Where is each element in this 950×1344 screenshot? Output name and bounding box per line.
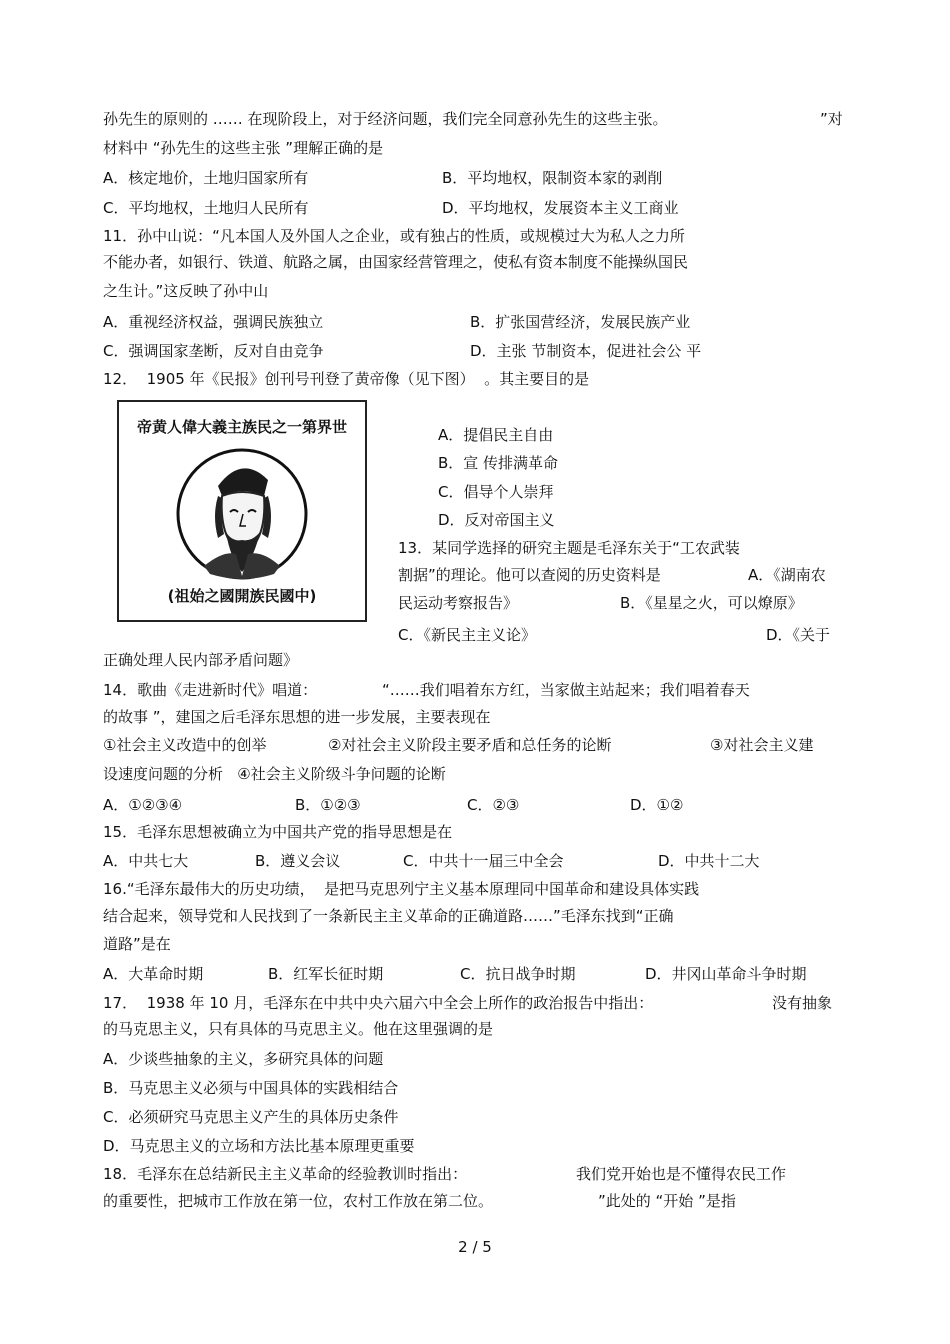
question-11-stem: 11．孙中山说：“凡本国人及外国人之企业，或有独占的性质，或规模过大为私人之力所 [103, 227, 685, 245]
portrait-caption-bottom: (祖始之國開族民國中) [167, 587, 317, 605]
question-14-item: 设速度问题的分析 ④社会主义阶级斗争问题的论断 [103, 765, 446, 783]
option-c: C．②③ [467, 796, 520, 814]
question-14-item: ③对社会主义建 [710, 736, 814, 754]
option-c: C．倡导个人崇拜 [438, 483, 554, 501]
option-b: B．遵义会议 [255, 852, 341, 870]
option-a: A．①②③④ [103, 796, 183, 814]
option-a: A．核定地价，土地归国家所有 [103, 169, 309, 187]
question-16-stem: 结合起来，领导党和人民找到了一条新民主主义革命的正确道路……”毛泽东找到“正确 [103, 907, 674, 925]
option-b: B．《星星之火，可以燎原》 [620, 594, 803, 612]
option-c: C．中共十一届三中全会 [403, 852, 564, 870]
option-b: B．平均地权，限制资本家的剥削 [442, 169, 663, 187]
option-c: C．平均地权，土地归人民所有 [103, 199, 309, 217]
option-c: C．强调国家垄断，反对自由竞争 [103, 342, 324, 360]
option-d: D．《关于 [766, 626, 831, 644]
option-b: B．扩张国营经济，发展民族产业 [470, 313, 691, 331]
question-18-stem: 我们党开始也是不懂得农民工作 [576, 1165, 787, 1183]
question-16-stem: 16.“毛泽东最伟大的历史功绩， 是把马克思列宁主义基本原理同中国革命和建设具体实践 [103, 880, 700, 898]
question-14-item: ②对社会主义阶段主要矛盾和总任务的论断 [328, 736, 612, 754]
yellow-emperor-portrait [117, 400, 367, 622]
question-14-stem: 14．歌曲《走进新时代》唱道： [103, 681, 318, 699]
question-14-stem: “……我们唱着东方红，当家做主站起来；我们唱着春天 [382, 681, 750, 699]
option-a: A．《湖南农 [748, 566, 826, 584]
option-d: D．主张 节制资本，促进社会公 平 [470, 342, 702, 360]
yellow-emperor-image [174, 446, 310, 582]
option-b: B．红军长征时期 [268, 965, 384, 983]
option-d: D．平均地权，发展资本主义工商业 [442, 199, 679, 217]
option-b: B．马克思主义必须与中国具体的实践相结合 [103, 1079, 399, 1097]
question-14-item: ①社会主义改造中的创举 [103, 736, 267, 754]
question-11-stem: 之生计。”这反映了孙中山 [103, 282, 269, 300]
option-a: A．提倡民主自由 [438, 426, 554, 444]
option-d-cont: 正确处理人民内部矛盾问题》 [103, 651, 299, 669]
question-18-stem: 18．毛泽东在总结新民主主义革命的经验教训时指出： [103, 1165, 468, 1183]
question-18-stem: 的重要性，把城市工作放在第一位，农村工作放在第二位。 [103, 1192, 494, 1210]
text-line: 孙先生的原则的 …… 在现阶段上，对于经济问题，我们完全同意孙先生的这些主张。 [103, 110, 668, 128]
question-16-stem: 道路”是在 [103, 935, 171, 953]
option-d: D．马克思主义的立场和方法比基本原理更重要 [103, 1137, 415, 1155]
question-14-stem: 的故事 ”，建国之后毛泽东思想的进一步发展，主要表现在 [103, 708, 491, 726]
option-d: D．井冈山革命斗争时期 [645, 965, 807, 983]
question-18-stem: ”此处的 “开始 ”是指 [598, 1192, 736, 1210]
question-17-stem: 17． 1938 年 10 月，毛泽东在中共中央六届六中全会上所作的政治报告中指出： [103, 994, 654, 1012]
question-11-stem: 不能办者，如银行、铁道、航路之属，由国家经营管理之，使私有资本制度不能操纵国民 [103, 253, 689, 271]
question-12-stem: 12． 1905 年《民报》创刊号刊登了黄帝像（见下图） 。其主要目的是 [103, 370, 590, 388]
page-number: 2 / 5 [458, 1238, 492, 1256]
option-d: D．①② [630, 796, 684, 814]
question-13-stem: 民运动考察报告》 [398, 594, 519, 612]
option-a: A．少谈些抽象的主义，多研究具体的问题 [103, 1050, 384, 1068]
question-15-stem: 15．毛泽东思想被确立为中国共产党的指导思想是在 [103, 823, 453, 841]
option-a: A．重视经济权益，强调民族独立 [103, 313, 324, 331]
question-17-stem: 没有抽象 [772, 994, 833, 1012]
option-a: A．大革命时期 [103, 965, 204, 983]
option-b: B．宣 传排满革命 [438, 454, 559, 472]
portrait-caption-top: 帝黄人偉大義主族民之一第界世 [136, 418, 347, 436]
question-13-stem: 13．某同学选择的研究主题是毛泽东关于“工农武装 [398, 539, 740, 557]
option-c: C．抗日战争时期 [460, 965, 576, 983]
question-13-stem: 割据”的理论。他可以查阅的历史资料是 [398, 566, 661, 584]
question-17-stem: 的马克思主义，只有具体的马克思主义。他在这里强调的是 [103, 1020, 494, 1038]
option-c: C．必须研究马克思主义产生的具体历史条件 [103, 1108, 399, 1126]
text-line: ”对 [820, 110, 843, 128]
option-a: A．中共七大 [103, 852, 189, 870]
option-b: B．①②③ [295, 796, 361, 814]
option-c: C．《新民主主义论》 [398, 626, 536, 644]
option-d: D．反对帝国主义 [438, 511, 555, 529]
option-d: D．中共十二大 [658, 852, 760, 870]
text-line: 材料中 “孙先生的这些主张 ”理解正确的是 [103, 139, 384, 157]
